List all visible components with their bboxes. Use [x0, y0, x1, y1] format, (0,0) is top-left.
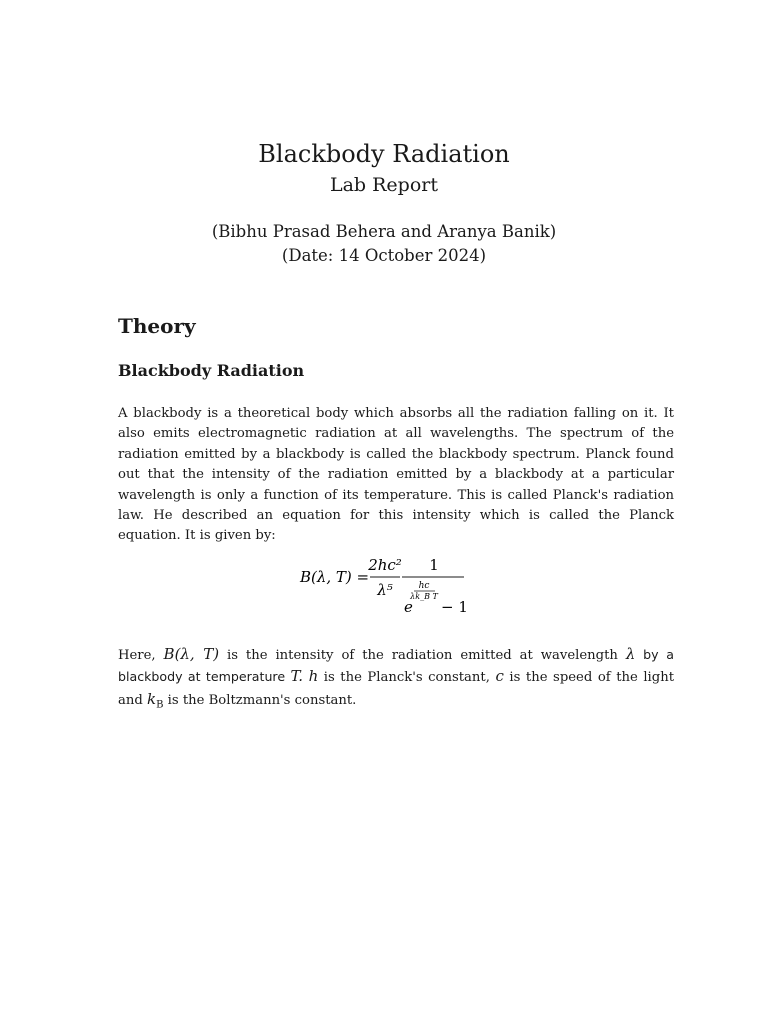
equation-denominator-left: λ⁵	[377, 581, 393, 599]
planck-equation	[296, 552, 486, 622]
text-run: is the Boltzmann's constant.	[163, 692, 357, 708]
equation-numerator-left: 2hc²	[368, 556, 402, 574]
math-h: h	[308, 667, 319, 686]
math-lambda: λ	[625, 645, 636, 663]
equation-lhs: B(λ, T) =	[300, 568, 370, 586]
authors-line: (Bibhu Prasad Behera and Aranya Banik)	[211, 222, 557, 241]
text-run: is the speed of the light and	[118, 670, 674, 708]
document-title: Blackbody Radiation	[258, 140, 510, 168]
theory-paragraph: A blackbody is a theoretical body which absorbs all the radiation falling on it. It also emits electromagnetic radiation at all wavelengths. The spectrum of the radiation emitted by a blackbody is called the blackbody spectrum. Planck found out that the intensity of the radiation emitted by a blackbody at a particular wavelength is only a function of its temperature. This is called Planck's radiation law. He described an equation for this intensity which is called the Planck equation. It is given by:	[118, 406, 674, 544]
text-run: by a blackbody at temperature	[118, 647, 674, 685]
text-run: is the Planck's constant,	[318, 670, 496, 686]
equation-minus-one: − 1	[441, 598, 468, 616]
document-subtitle: Lab Report	[329, 174, 439, 196]
exponent-numerator: hc	[418, 581, 430, 591]
math-k-subscript: B	[156, 699, 164, 711]
math-t: T.	[290, 667, 304, 686]
date-line: (Date: 14 October 2024)	[281, 246, 487, 265]
symbols-paragraph	[118, 644, 674, 716]
equation-base-e: e	[404, 598, 413, 616]
subsection-heading-blackbody: Blackbody Radiation	[118, 361, 305, 380]
text-run: is the intensity of the radiation emitted at wavelength	[219, 648, 626, 663]
math-c: c	[495, 667, 504, 686]
math-b-lambda-t: B(λ, T)	[163, 645, 220, 663]
math-k: k	[147, 689, 157, 708]
exponent-denominator: λk_B T	[410, 592, 438, 601]
text-run: Here,	[118, 648, 164, 663]
equation-numerator-right: 1	[429, 556, 439, 574]
section-heading-theory: Theory	[118, 314, 196, 338]
